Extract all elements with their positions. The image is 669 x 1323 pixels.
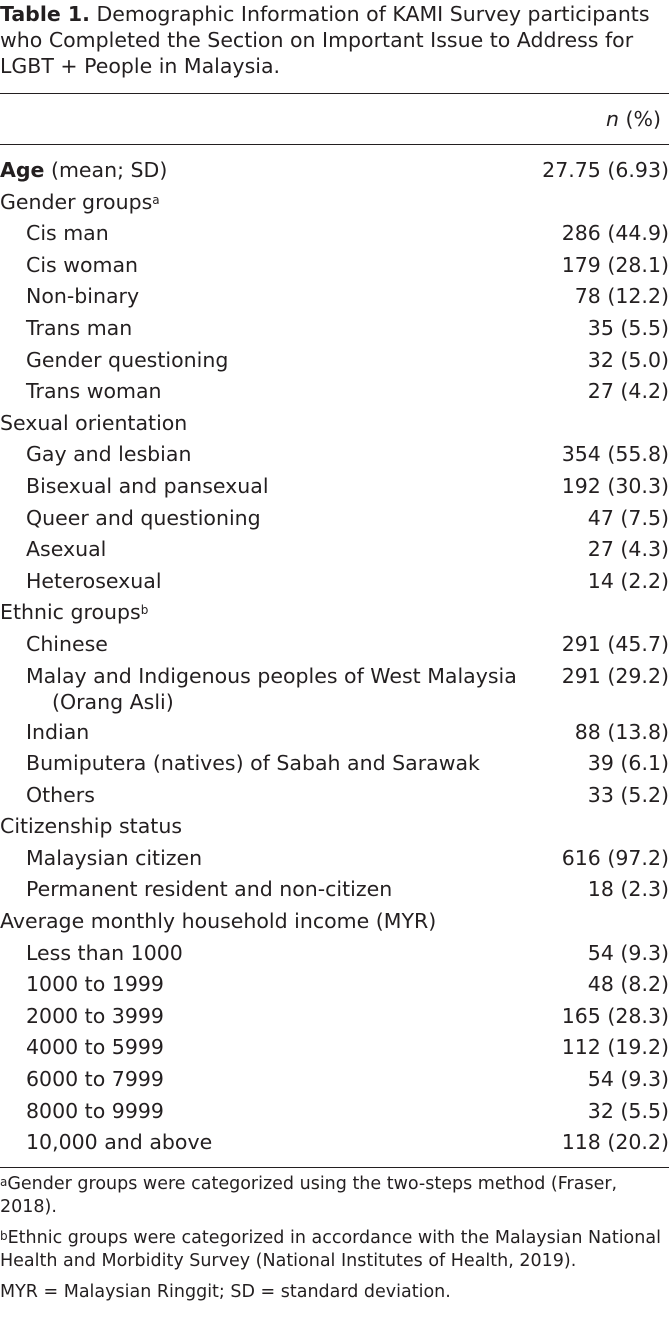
footnote-a-marker: a [0, 1175, 8, 1189]
row-value: 88 (13.8) [574, 719, 669, 744]
row-label-text: Sexual orientation [0, 410, 188, 435]
row-value: 32 (5.5) [587, 1098, 669, 1123]
row-label-text: Non-binary [26, 284, 140, 309]
row-value: 27.75 (6.93) [542, 158, 669, 182]
row-value: 78 (12.2) [574, 284, 669, 309]
row-label [26, 378, 162, 404]
row-label [26, 1066, 164, 1092]
footnote-a [0, 1173, 669, 1219]
row-label [26, 750, 480, 776]
row-label-bold: Age [0, 158, 45, 182]
table-row [0, 157, 669, 189]
column-header-n [606, 106, 661, 132]
table-body [0, 157, 669, 1161]
row-label-continuation: (Orang Asli) [52, 689, 174, 714]
row-label [0, 189, 160, 215]
abbreviation-note: MYR = Malaysian Ringgit; SD = standard deviation. [0, 1282, 451, 1302]
footnote-marker: a [152, 192, 160, 207]
row-label [26, 1129, 212, 1155]
row-label-text: Others [26, 782, 95, 807]
table-row [0, 940, 669, 972]
row-value: 39 (6.1) [587, 751, 669, 776]
footnote-a-text-1: Gender groups were categorized using the two-steps method (Fraser, [7, 1174, 618, 1194]
table-row [0, 220, 669, 252]
table-row [0, 631, 669, 663]
row-value: 54 (9.3) [587, 1067, 669, 1092]
row-value: 32 (5.0) [587, 347, 669, 372]
row-label [26, 663, 546, 715]
row-label [26, 568, 162, 594]
table-row [0, 283, 669, 315]
row-value: 27 (4.3) [587, 537, 669, 562]
row-label-text: Bisexual and pansexual [26, 473, 269, 498]
row-label [26, 845, 202, 871]
row-label [26, 473, 269, 499]
table-row [0, 750, 669, 782]
row-label [0, 813, 182, 839]
footnote-b-line-1 [0, 1227, 669, 1250]
table-row [0, 971, 669, 1003]
row-value: 18 (2.3) [587, 877, 669, 902]
row-label [26, 252, 138, 278]
table-row [0, 782, 669, 814]
table-row [0, 441, 669, 473]
row-label-text: Less than 1000 [26, 940, 183, 965]
row-label [0, 599, 148, 625]
row-label [26, 631, 108, 657]
footnote-a-line-2: 2018). [0, 1197, 57, 1217]
table-row [0, 876, 669, 908]
row-value: 291 (29.2) [561, 663, 669, 688]
table-row [0, 813, 669, 845]
row-label-text: Indian [26, 719, 90, 744]
row-label [26, 1034, 164, 1060]
table-row [0, 845, 669, 877]
row-label [26, 940, 183, 966]
row-label-text: 2000 to 3999 [26, 1003, 164, 1028]
row-label [26, 347, 228, 373]
row-label [26, 1003, 164, 1029]
footnote-b-marker: b [0, 1229, 8, 1243]
table-row [0, 663, 669, 719]
row-value: 179 (28.1) [561, 252, 669, 277]
row-value: 54 (9.3) [587, 940, 669, 965]
row-label-text: Trans woman [26, 379, 162, 404]
row-label-text: Average monthly household income (MYR) [0, 909, 437, 934]
row-label-text: Citizenship status [0, 814, 182, 839]
row-value: 192 (30.3) [561, 473, 669, 498]
row-label-text: 6000 to 7999 [26, 1067, 164, 1092]
row-label-text: Malaysian citizen [26, 845, 203, 870]
row-label [26, 782, 95, 808]
row-value: 286 (44.9) [561, 221, 669, 246]
row-label [26, 971, 164, 997]
table-row [0, 1066, 669, 1098]
row-label [0, 410, 187, 436]
header-rule [0, 144, 669, 145]
row-label [26, 315, 132, 341]
footnote-b-text-1: Ethnic groups were categorized in accordance with the Malaysian National [7, 1228, 661, 1248]
footnote-abbreviations [0, 1281, 669, 1304]
table-row [0, 473, 669, 505]
table-label: Table 1. [0, 2, 90, 26]
row-value: 48 (8.2) [587, 972, 669, 997]
table-caption [0, 0, 669, 79]
caption-line-2: who Completed the Section on Important Issue to Address for [0, 28, 634, 52]
caption-line-3: LGBT + People in Malaysia. [0, 54, 281, 78]
table-row [0, 568, 669, 600]
table-row [0, 1003, 669, 1035]
row-label-text: Trans man [26, 315, 133, 340]
table-row [0, 908, 669, 940]
row-label [26, 719, 89, 745]
row-label [0, 157, 167, 183]
row-label-text: Asexual [26, 537, 107, 562]
table-row [0, 719, 669, 751]
row-value: 27 (4.2) [587, 379, 669, 404]
row-label-text: Cis man [26, 221, 109, 246]
row-label-text: Ethnic groups [0, 600, 141, 625]
row-value: 118 (20.2) [561, 1130, 669, 1155]
row-value: 47 (7.5) [587, 505, 669, 530]
row-label [26, 505, 261, 531]
table-row [0, 1034, 669, 1066]
row-label-text: Bumiputera (natives) of Sabah and Sarawak [26, 751, 480, 776]
table-row [0, 599, 669, 631]
footnote-b-line-2: Health and Morbidity Survey (National Institutes of Health, 2019). [0, 1251, 577, 1271]
footnote-marker: b [140, 603, 149, 618]
row-value: 354 (55.8) [561, 442, 669, 467]
row-value: 33 (5.2) [587, 782, 669, 807]
pct-symbol: (%) [619, 107, 661, 131]
row-label-text: Malay and Indigenous peoples of West Malaysia [26, 663, 517, 688]
row-label-text: Gay and lesbian [26, 442, 192, 467]
table-row [0, 410, 669, 442]
row-label-text: 8000 to 9999 [26, 1098, 164, 1123]
table-row [0, 1098, 669, 1130]
row-label-text: Heterosexual [26, 568, 162, 593]
row-label-text: 10,000 and above [26, 1130, 213, 1155]
table-row [0, 252, 669, 284]
caption-text-1: Demographic Information of KAMI Survey participants [96, 2, 650, 26]
row-value: 35 (5.5) [587, 315, 669, 340]
row-label-text: Gender groups [0, 189, 153, 214]
table-row [0, 505, 669, 537]
row-value: 165 (28.3) [561, 1003, 669, 1028]
row-label [26, 283, 139, 309]
footnote-b [0, 1227, 669, 1273]
row-label [26, 1098, 164, 1124]
caption-line-1 [0, 1, 669, 27]
bottom-rule [0, 1167, 669, 1168]
row-label-text: Cis woman [26, 252, 139, 277]
row-label [26, 876, 392, 902]
row-label-text: Gender questioning [26, 347, 229, 372]
table-row [0, 189, 669, 221]
row-label-text: 4000 to 5999 [26, 1035, 164, 1060]
row-label-text: Permanent resident and non-citizen [26, 877, 393, 902]
top-rule [0, 93, 669, 94]
n-symbol: n [606, 107, 619, 131]
table-row [0, 536, 669, 568]
table-row [0, 1129, 669, 1161]
table-row [0, 378, 669, 410]
row-label [26, 220, 109, 246]
footnote-a-line-1 [0, 1173, 669, 1196]
row-label-text: (mean; SD) [44, 158, 168, 182]
row-label-text: 1000 to 1999 [26, 972, 164, 997]
table-row [0, 347, 669, 379]
row-value: 112 (19.2) [561, 1035, 669, 1060]
row-value: 14 (2.2) [587, 568, 669, 593]
row-label [26, 536, 106, 562]
row-value: 291 (45.7) [561, 631, 669, 656]
row-label-text: Queer and questioning [26, 505, 261, 530]
table-row [0, 315, 669, 347]
row-label-text: Chinese [26, 631, 108, 656]
row-value: 616 (97.2) [561, 845, 669, 870]
row-label [26, 441, 191, 467]
row-label [0, 908, 436, 934]
